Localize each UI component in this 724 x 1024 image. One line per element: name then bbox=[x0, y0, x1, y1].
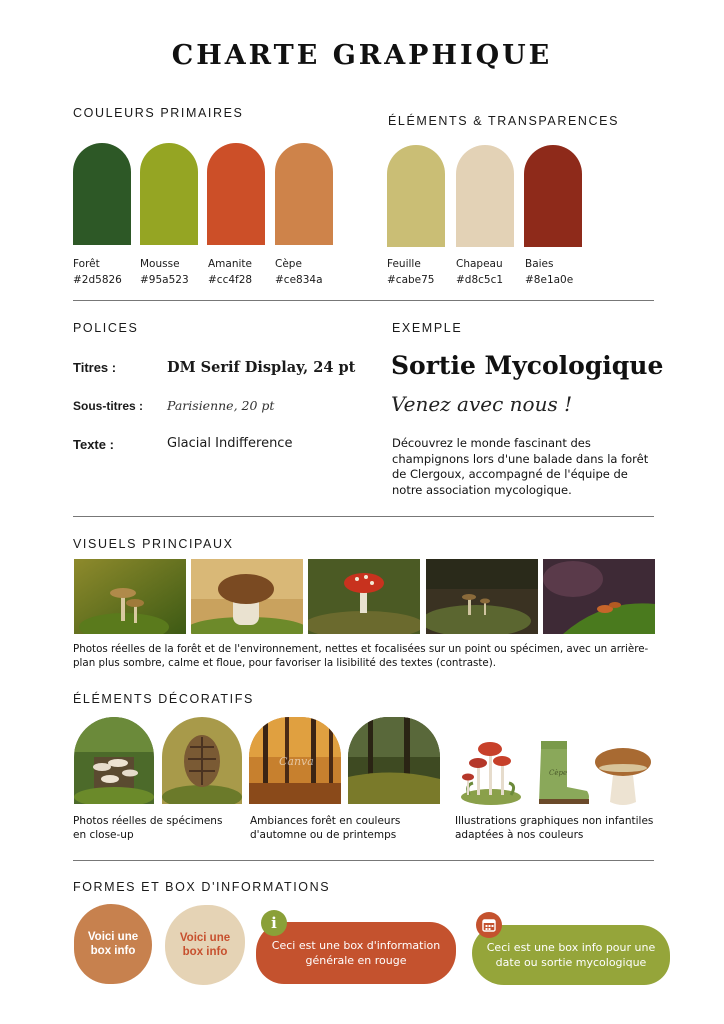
swatch-name: Baies bbox=[525, 258, 554, 270]
decor-caption-3: Illustrations graphiques non infantiles adaptées à nos couleurs bbox=[455, 815, 654, 841]
info-box-red bbox=[256, 922, 456, 984]
info-badge bbox=[261, 910, 287, 936]
divider bbox=[73, 516, 654, 517]
deco-photo-spring-forest bbox=[348, 717, 440, 804]
font-value-text: Glacial Indifference bbox=[167, 436, 293, 451]
primary-colors-heading: COULEURS PRIMAIRES bbox=[73, 106, 244, 120]
swatch-hex: #8e1a0e bbox=[525, 274, 574, 286]
calendar-icon bbox=[482, 918, 496, 932]
photo-cepe bbox=[191, 559, 303, 634]
swatch-hex: #cc4f28 bbox=[208, 274, 253, 286]
illustration-mushroom-group bbox=[455, 735, 527, 807]
info-box-green bbox=[472, 925, 670, 985]
swatch-hex: #d8c5c1 bbox=[456, 274, 504, 286]
swatch-feuille bbox=[387, 145, 445, 247]
example-subtitle: Venez avec nous ! bbox=[391, 392, 573, 416]
swatch-hex: #95a523 bbox=[140, 274, 189, 286]
example-heading: EXEMPLE bbox=[392, 321, 463, 335]
fonts-heading: POLICES bbox=[73, 321, 139, 335]
font-label-titles: Titres : bbox=[73, 360, 117, 375]
info-box-text: Ceci est une box info pour une date ou sortie mycologique bbox=[486, 941, 656, 969]
canva-watermark: Canva bbox=[279, 755, 314, 768]
swatch-hex: #2d5826 bbox=[73, 274, 122, 286]
decor-caption-2: Ambiances forêt en couleurs d'automne ou de printemps bbox=[250, 815, 401, 841]
example-text: Découvrez le monde fascinant des champignons lors d'une balade dans la forêt de Clergoux, accompagné de l'équipe de notre association mycologique. bbox=[392, 436, 649, 497]
swatch-cepe bbox=[275, 143, 333, 245]
photo-moss-log bbox=[543, 559, 655, 634]
swatch-name: Cèpe bbox=[275, 258, 302, 270]
swatch-foret bbox=[73, 143, 131, 245]
elements-heading: ÉLÉMENTS & TRANSPARENCES bbox=[388, 114, 620, 128]
page-title: CHARTE GRAPHIQUE bbox=[171, 40, 553, 71]
calendar-badge bbox=[476, 912, 502, 938]
illustration-cepe bbox=[592, 742, 654, 808]
font-value-titles: DM Serif Display, 24 pt bbox=[167, 359, 356, 376]
photo-amanite bbox=[308, 559, 420, 634]
swatch-name: Forêt bbox=[73, 258, 100, 270]
info-box-text: Ceci est une box d'information générale en rouge bbox=[271, 939, 441, 967]
example-title: Sortie Mycologique bbox=[391, 351, 664, 380]
swatch-baies bbox=[524, 145, 582, 247]
decor-caption-1: Photos réelles de spécimens en close-up bbox=[73, 815, 223, 841]
visuals-heading: VISUELS PRINCIPAUX bbox=[73, 537, 234, 551]
swatch-hex: #ce834a bbox=[275, 274, 323, 286]
swatch-name: Mousse bbox=[140, 258, 180, 270]
swatch-chapeau bbox=[456, 145, 514, 247]
photo-forest-floor bbox=[426, 559, 538, 634]
font-label-subtitles: Sous-titres : bbox=[73, 399, 144, 413]
swatch-hex: #cabe75 bbox=[387, 274, 435, 286]
boot-text: Cèpe bbox=[549, 769, 568, 777]
info-bubble-brown bbox=[74, 904, 152, 984]
visuals-caption: Photos réelles de la forêt et de l'environnement, nettes et focalisées sur un point ou spécimen, avec un arrière-plan plus sombre, calme et floue, pour favoriser la lisibilité des textes (contraste). bbox=[73, 643, 649, 669]
info-icon: i bbox=[271, 914, 277, 932]
info-bubble-text: Voici une box info bbox=[87, 931, 139, 957]
swatch-name: Chapeau bbox=[456, 258, 503, 270]
font-value-subtitles: Parisienne, 20 pt bbox=[167, 398, 275, 413]
decor-heading: ÉLÉMENTS DÉCORATIFS bbox=[73, 692, 254, 706]
font-label-text: Texte : bbox=[73, 437, 114, 452]
swatch-name: Feuille bbox=[387, 258, 421, 270]
boxes-heading: FORMES ET BOX D'INFORMATIONS bbox=[73, 880, 331, 894]
deco-photo-cluster bbox=[74, 717, 154, 804]
swatch-mousse bbox=[140, 143, 198, 245]
divider bbox=[73, 300, 654, 301]
illustration-boot bbox=[533, 737, 593, 807]
swatch-amanite bbox=[207, 143, 265, 245]
photo-mushrooms-moss bbox=[74, 559, 186, 634]
deco-photo-morel bbox=[162, 717, 242, 804]
info-bubble-beige bbox=[165, 905, 245, 985]
info-bubble-text: Voici une box info bbox=[179, 932, 231, 958]
divider bbox=[73, 860, 654, 861]
swatch-name: Amanite bbox=[208, 258, 252, 270]
deco-photo-autumn-forest bbox=[249, 717, 341, 804]
